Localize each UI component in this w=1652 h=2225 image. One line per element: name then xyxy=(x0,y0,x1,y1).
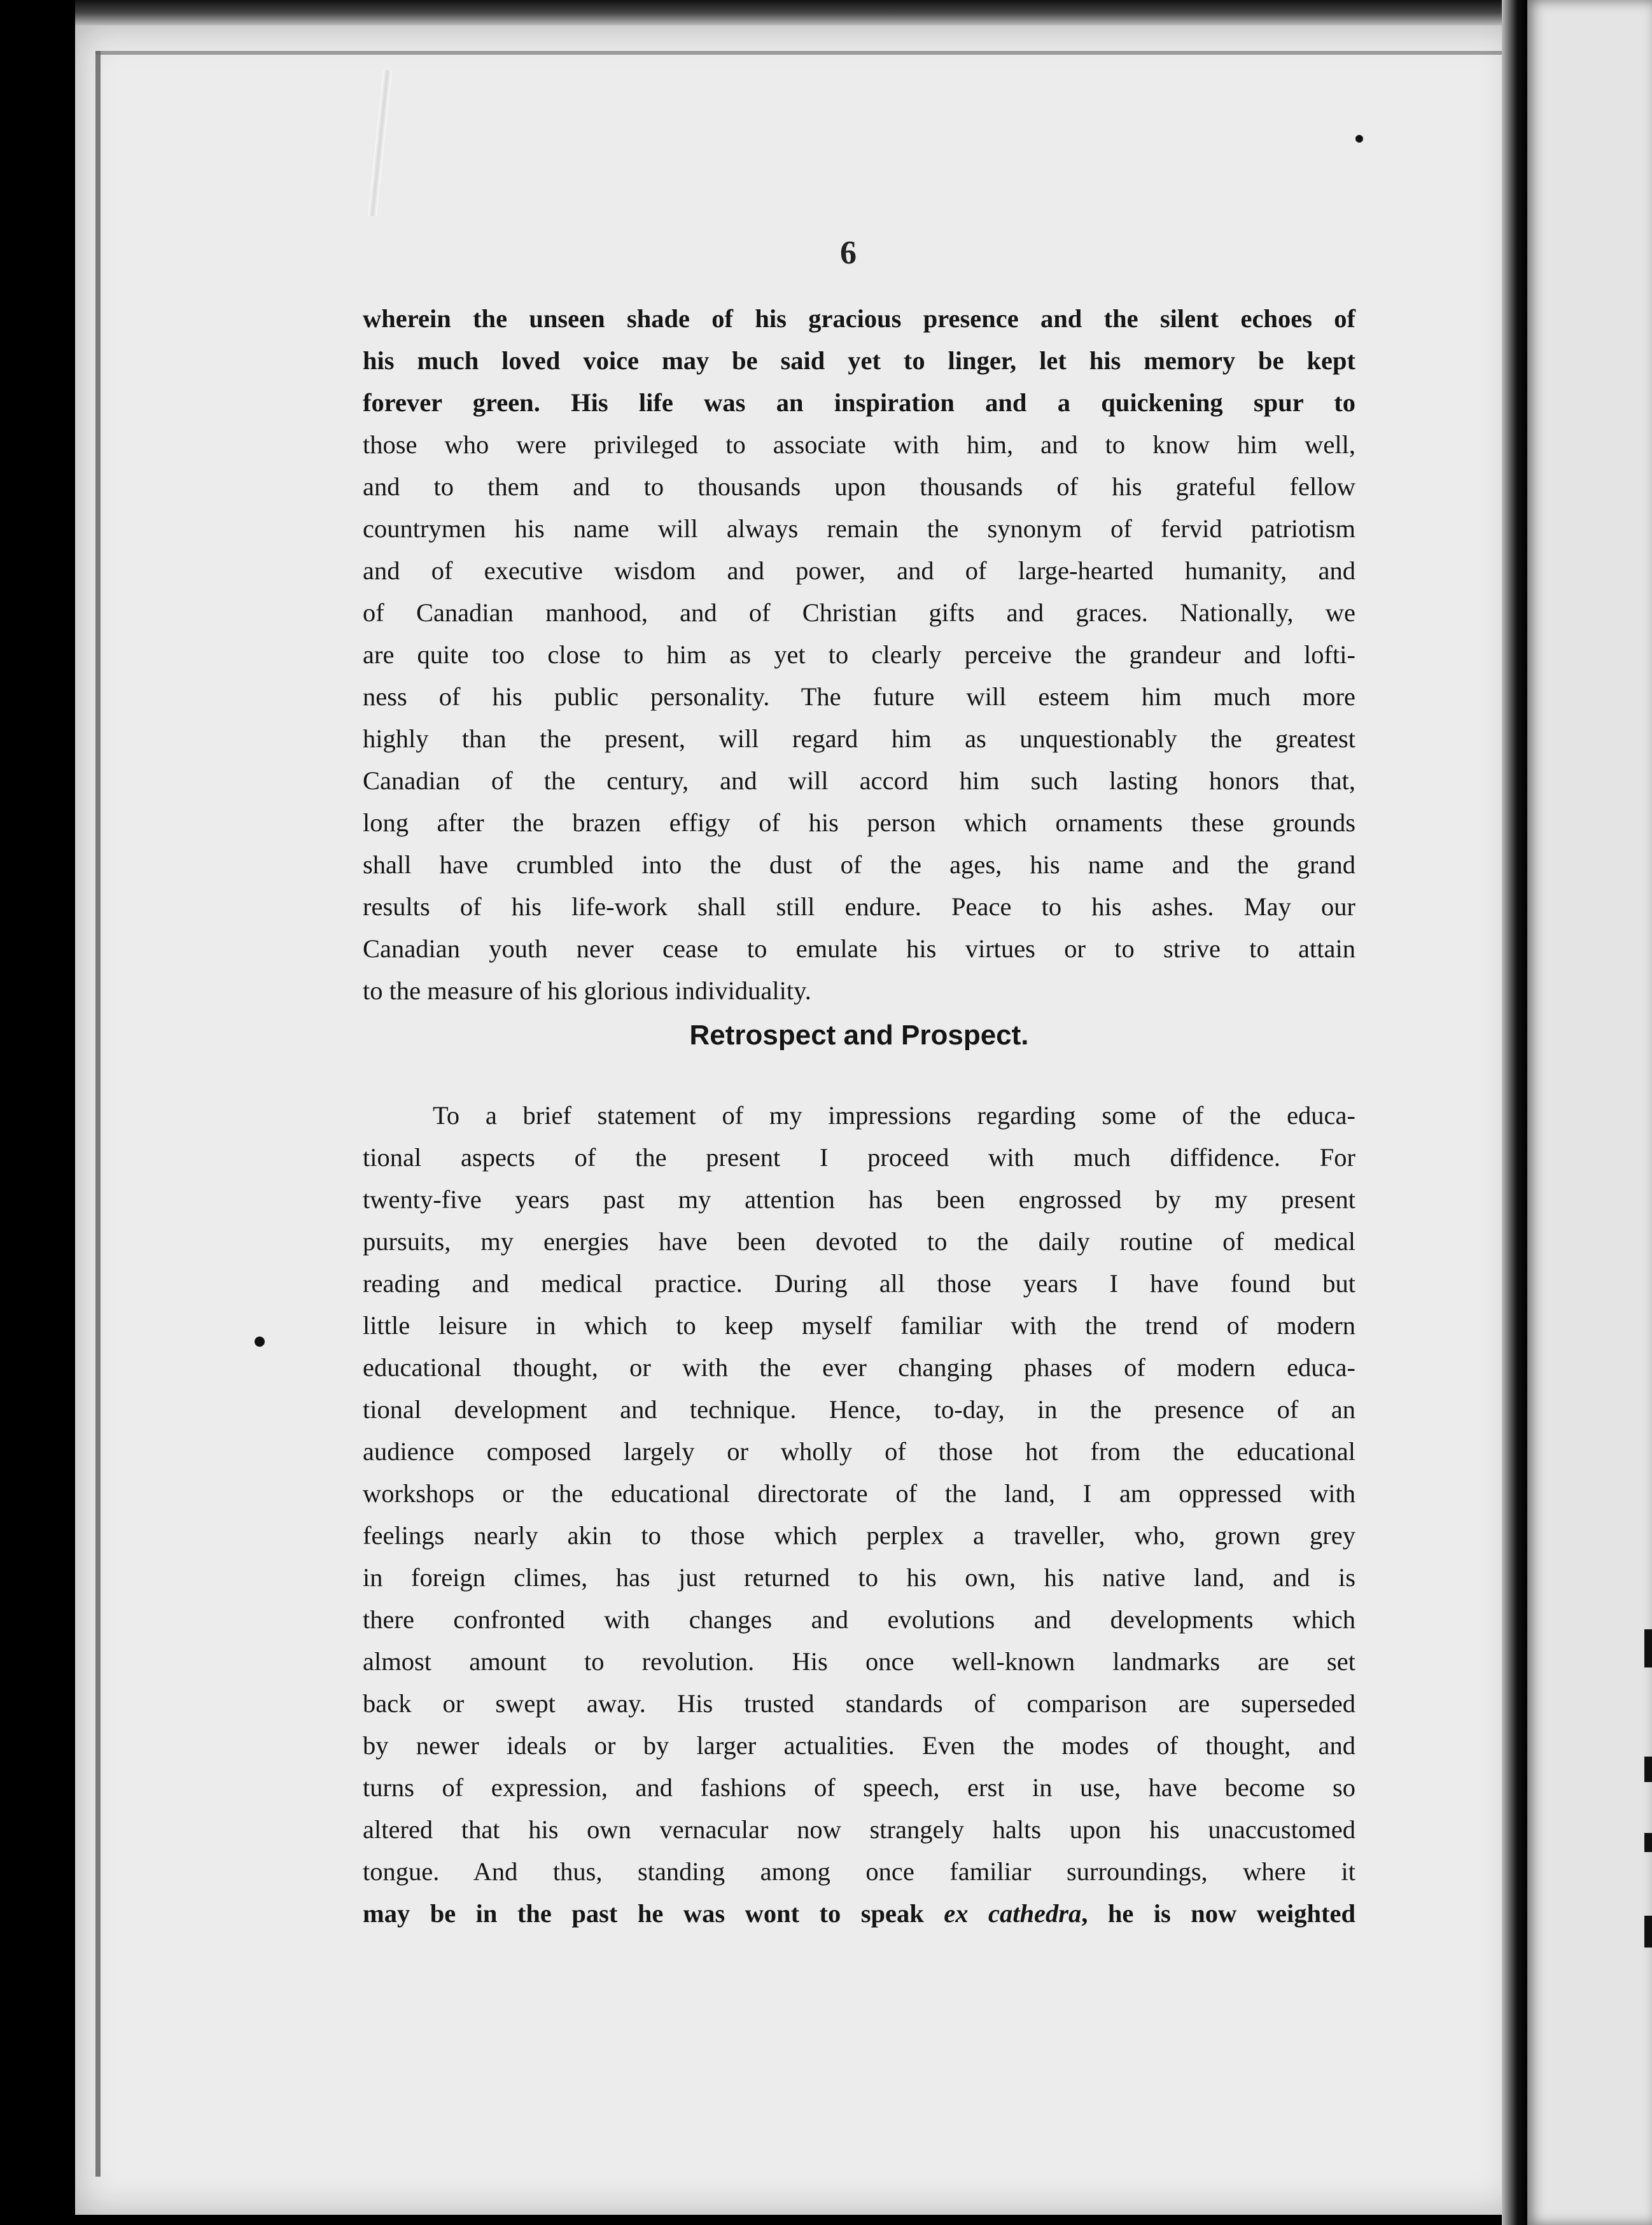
page-number: 6 xyxy=(840,235,857,271)
ink-speck xyxy=(255,1337,265,1347)
text-line: little leisure in which to keep myself familiar with the trend of modern xyxy=(363,1311,1355,1340)
text-line: Canadian youth never cease to emulate his virtues or to strive to attain xyxy=(363,934,1355,963)
italic-phrase: ex cathedra xyxy=(944,1899,1082,1928)
page-inner-border-top xyxy=(95,51,1508,55)
text-line: highly than the present, will regard him as unquestionably the greatest xyxy=(363,724,1355,753)
text-line xyxy=(363,1893,1355,1935)
text-line: results of his life-work shall still endure. Peace to his ashes. May our xyxy=(363,892,1355,921)
text-line: of Canadian manhood, and of Christian gifts and graces. Nationally, we xyxy=(363,598,1355,627)
text-line: countrymen his name will always remain the synonym of fervid patriotism xyxy=(363,514,1355,543)
text-line: turns of expression, and fashions of speech, erst in use, have become so xyxy=(363,1773,1355,1802)
text-line: workshops or the educational directorate of the land, I am oppressed with xyxy=(363,1479,1355,1508)
text-line: by newer ideals or by larger actualities. Even the modes of thought, and xyxy=(363,1731,1355,1760)
text-line: his much loved voice may be said yet to linger, let his memory be kept xyxy=(363,346,1355,375)
text-line: To a brief statement of my impressions regarding some of the educa- xyxy=(433,1101,1355,1130)
page-top-edge xyxy=(75,0,1520,25)
text-line: to the measure of his glorious individuality. xyxy=(363,976,811,1005)
section-heading: Retrospect and Prospect. xyxy=(689,1020,1029,1051)
text-line: and of executive wisdom and power, and of large-hearted humanity, and xyxy=(363,556,1355,585)
text-line: audience composed largely or wholly of those hot from the educational xyxy=(363,1437,1355,1466)
text-line: feelings nearly akin to those which perplex a traveller, who, grown grey xyxy=(363,1521,1355,1550)
text-line: there confronted with changes and evolutions and developments which xyxy=(363,1605,1355,1634)
text-line: almost amount to revolution. His once well-known landmarks are set xyxy=(363,1647,1355,1676)
paragraph-2 xyxy=(363,1095,1355,1935)
text-line: are quite too close to him as yet to clearly perceive the grandeur and lofti- xyxy=(363,640,1355,669)
adjacent-page-edge xyxy=(1527,0,1652,2225)
text-line: tongue. And thus, standing among once familiar surroundings, where it xyxy=(363,1857,1355,1886)
text-line: shall have crumbled into the dust of the ages, his name and the grand xyxy=(363,850,1355,879)
text-line: reading and medical practice. During all those years I have found but xyxy=(363,1269,1355,1298)
text-line: long after the brazen effigy of his person which ornaments these grounds xyxy=(363,808,1355,837)
binding-gutter xyxy=(1502,0,1527,2225)
text-line: tional development and technique. Hence, to-day, in the presence of an xyxy=(363,1395,1355,1424)
text-fragment: may be in the past he was wont to speak xyxy=(363,1899,944,1928)
page-inner-border-left xyxy=(95,51,101,2177)
text-line: ness of his public personality. The future will esteem him much more xyxy=(363,682,1355,711)
text-line: forever green. His life was an inspiration and a quickening spur to xyxy=(363,388,1355,417)
text-line: altered that his own vernacular now strangely halts upon his unaccustomed xyxy=(363,1815,1355,1844)
text-line: those who were privileged to associate with him, and to know him well, xyxy=(363,430,1355,459)
text-line: back or swept away. His trusted standards of comparison are superseded xyxy=(363,1689,1355,1718)
ink-speck xyxy=(1355,135,1363,143)
text-line: tional aspects of the present I proceed with much diffidence. For xyxy=(363,1143,1355,1172)
paragraph-1 xyxy=(363,298,1355,1012)
text-line: wherein the unseen shade of his gracious presence and the silent echoes of xyxy=(363,304,1355,333)
text-line: educational thought, or with the ever changing phases of modern educa- xyxy=(363,1353,1355,1382)
text-fragment: , he is now weighted xyxy=(1081,1899,1355,1928)
text-line: twenty-five years past my attention has been engrossed by my present xyxy=(363,1185,1355,1214)
text-line: Canadian of the century, and will accord him such lasting honors that, xyxy=(363,766,1355,795)
text-line: in foreign climes, has just returned to his own, his native land, and is xyxy=(363,1563,1355,1592)
text-line: pursuits, my energies have been devoted to the daily routine of medical xyxy=(363,1227,1355,1256)
text-line: and to them and to thousands upon thousands of his grateful fellow xyxy=(363,472,1355,501)
